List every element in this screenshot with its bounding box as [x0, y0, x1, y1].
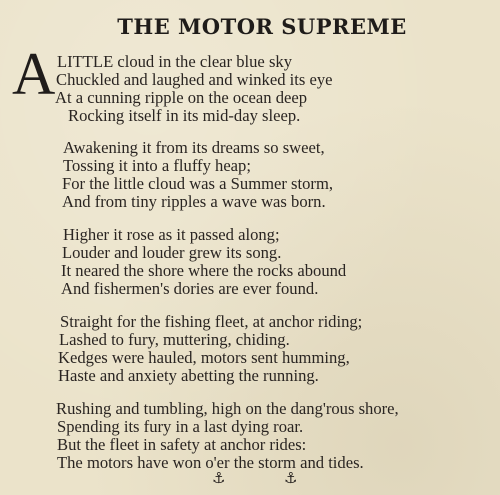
anchor-icon: ⚓	[284, 469, 298, 487]
poem-line: Tossing it into a fluffy heap;	[63, 156, 251, 175]
poem-line: Straight for the fishing fleet, at anchor riding;	[60, 312, 363, 331]
poem-line: And fishermen's dories are ever found.	[61, 279, 319, 298]
poem-line: Chuckled and laughed and winked its eye	[56, 70, 333, 89]
anchor-icon: ⚓	[212, 469, 226, 487]
poem-line: Kedges were hauled, motors sent humming,	[58, 348, 350, 367]
poem-line: Spending its fury in a last dying roar.	[57, 417, 304, 436]
poem-line: It neared the shore where the rocks abound	[61, 261, 347, 280]
poem-line: Awakening it from its dreams so sweet,	[63, 138, 325, 157]
poem-line: Rocking itself in its mid-day sleep.	[68, 106, 301, 125]
poem-line: Louder and louder grew its song.	[62, 243, 282, 262]
poem-title: THE MOTOR SUPREME	[117, 14, 407, 39]
poem-line: At a cunning ripple on the ocean deep	[55, 88, 308, 107]
poem-line: Haste and anxiety abetting the running.	[58, 366, 319, 385]
poem-line: Rushing and tumbling, high on the dang'rous shore,	[56, 399, 399, 418]
poem-line: But the fleet in safety at anchor rides:	[57, 435, 307, 454]
poem-line: Higher it rose as it passed along;	[63, 225, 280, 244]
poem-line: For the little cloud was a Summer storm,	[62, 174, 333, 193]
poem-line: The motors have won o'er the storm and tides.	[57, 453, 364, 472]
poem-line: And from tiny ripples a wave was born.	[62, 192, 326, 211]
poem-line: Lashed to fury, muttering, chiding.	[59, 330, 290, 349]
poem-line: LITTLE cloud in the clear blue sky	[57, 52, 292, 71]
drop-cap: A	[12, 41, 56, 107]
